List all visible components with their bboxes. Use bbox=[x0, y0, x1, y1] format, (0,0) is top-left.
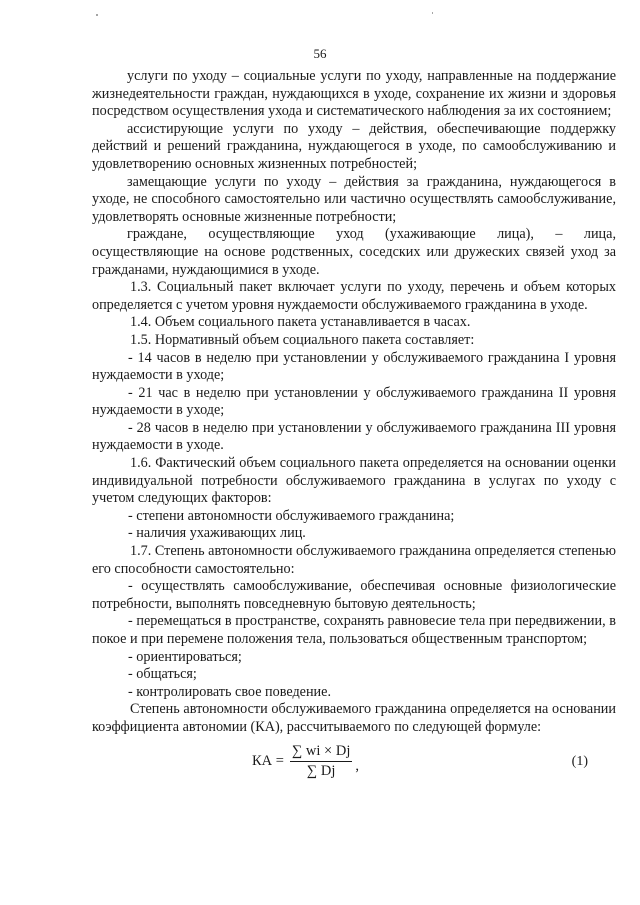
list-item: - перемещаться в пространстве, сохранять равновесие тела при передвижении, в покое и при перемене положения тела, пользоваться общественным транспортом; bbox=[92, 613, 616, 647]
paragraph: ассистирующие услуги по уходу – действия, обеспечивающие поддержку действий и решений гражданина, нуждающегося в уходе, по самообслуживанию и удовлетворению основных жизненных потребностей; bbox=[92, 120, 616, 172]
paragraph: 1.7. Степень автономности обслуживаемого гражданина определяется степенью его способности самостоятельно: bbox=[92, 543, 616, 577]
page-number: 56 bbox=[313, 46, 327, 61]
scan-speck bbox=[432, 12, 433, 14]
list-item: - 28 часов в неделю при установлении у обслуживаемого гражданина III уровня нуждаемости в уходе. bbox=[92, 419, 616, 454]
formula-denominator: ∑ Dj bbox=[306, 763, 336, 780]
paragraph: услуги по уходу – социальные услуги по уходу, направленные на поддержание жизнедеятельности граждан, нуждающихся в уходе, сохранение их жизни и здоровья посредством осуществления ухода и систематического наблюдения за их состоянием; bbox=[92, 68, 616, 120]
document-body bbox=[92, 68, 616, 785]
paragraph: Степень автономности обслуживаемого гражданина определяется на основании коэффициента автономии (КА), рассчитываемого по следующей формуле: bbox=[92, 701, 616, 735]
autonomy-formula bbox=[252, 743, 359, 781]
formula-trailing: , bbox=[355, 757, 359, 774]
paragraph: 1.5. Нормативный объем социального пакета составляет: bbox=[130, 331, 475, 348]
list-item: - осуществлять самообслуживание, обеспечивая основные физиологические потребности, выполнять повседневную бытовую деятельность; bbox=[92, 578, 616, 612]
scan-speck bbox=[96, 14, 98, 16]
list-item: - 21 час в неделю при установлении у обслуживаемого гражданина II уровня нуждаемости в уходе; bbox=[92, 384, 616, 419]
formula-fraction bbox=[290, 743, 352, 781]
paragraph: 1.3. Социальный пакет включает услуги по уходу, перечень и объем которых определяется с учетом уровня нуждаемости обслуживаемого гражданина в уходе. bbox=[92, 279, 616, 313]
formula-lhs: КА = bbox=[252, 752, 284, 769]
list-item: - 14 часов в неделю при установлении у обслуживаемого гражданина I уровня нуждаемости в уходе; bbox=[92, 349, 616, 384]
list-item: - ориентироваться; bbox=[128, 648, 242, 665]
list-item: - общаться; bbox=[128, 666, 197, 683]
equation-number: (1) bbox=[571, 753, 588, 769]
list-item: - контролировать свое поведение. bbox=[128, 683, 331, 700]
paragraph: 1.6. Фактический объем социального пакета определяется на основании оценки индивидуальной потребности обслуживаемого гражданина в услугах по уходу с учетом следующих факторов: bbox=[92, 455, 616, 507]
paragraph: граждане, осуществляющие уход (ухаживающие лица), – лица, осуществляющие на основе родственных, соседских или дружеских связей уход за гражданами, нуждающимися в уходе. bbox=[92, 226, 616, 278]
paragraph: замещающие услуги по уходу – действия за гражданина, нуждающегося в уходе, не способного самостоятельно или частично осуществлять самообслуживание, удовлетворять основные жизненные потребности; bbox=[92, 173, 616, 225]
paragraph: 1.4. Объем социального пакета устанавливается в часах. bbox=[130, 314, 471, 331]
formula-numerator: ∑ wi × Dj bbox=[290, 743, 352, 763]
list-item: - наличия ухаживающих лиц. bbox=[128, 525, 306, 542]
list-item: - степени автономности обслуживаемого гражданина; bbox=[128, 507, 455, 524]
formula-block bbox=[92, 741, 616, 785]
